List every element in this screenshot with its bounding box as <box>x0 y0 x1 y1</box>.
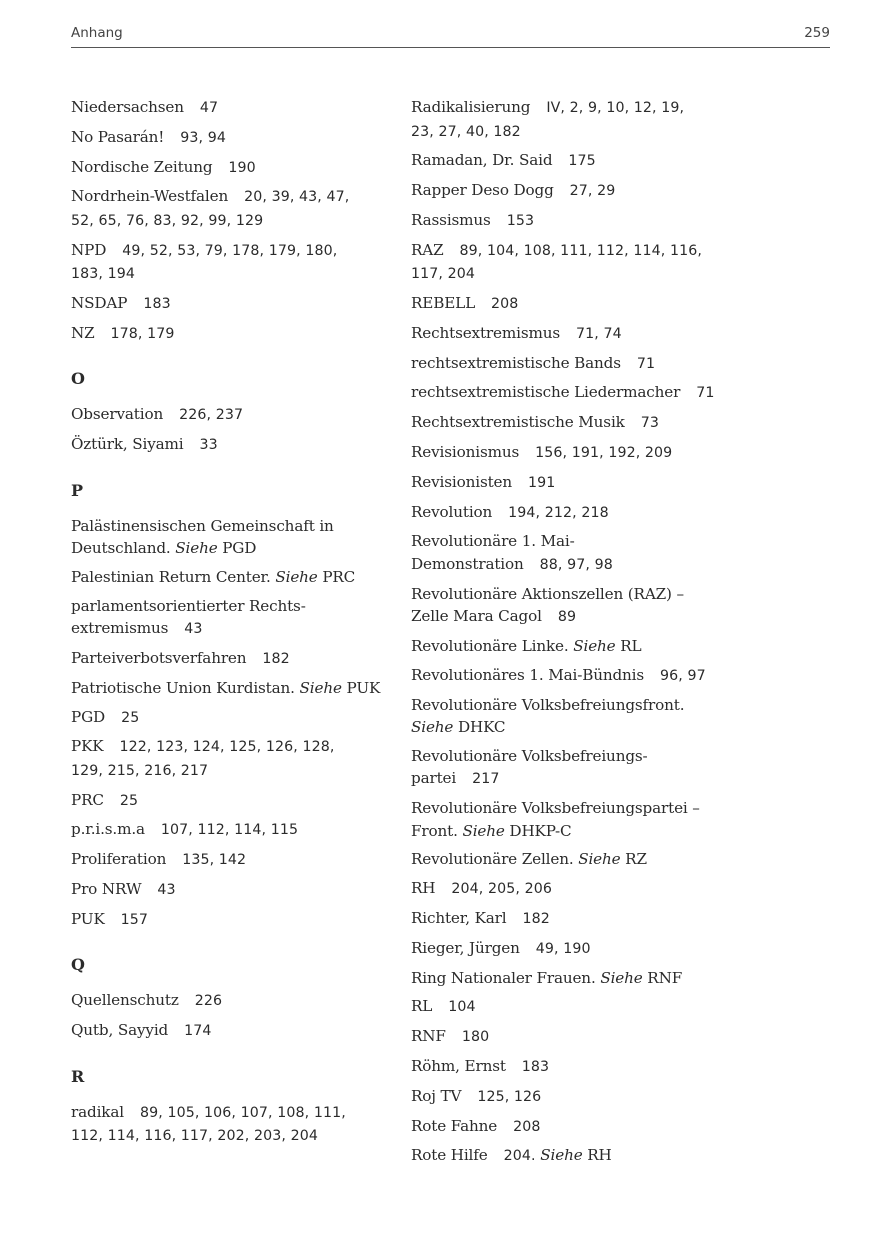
page-refs: 194, 212, 218 <box>508 504 609 521</box>
index-entry <box>71 908 391 932</box>
see-target: PUK <box>346 678 381 697</box>
index-entry <box>71 403 391 427</box>
page-refs: 43 <box>157 882 176 899</box>
page-refs-continued: 112, 114, 116, 117, 202, 203, 204 <box>71 1128 318 1145</box>
index-entry <box>71 515 391 560</box>
index-entry <box>411 1115 741 1139</box>
page-refs: 180 <box>461 1029 490 1046</box>
index-entry <box>411 1144 741 1168</box>
page-refs: 107, 112, 114, 115 <box>160 822 299 839</box>
see-target: RZ <box>625 850 647 869</box>
index-entry <box>411 877 741 901</box>
letter-heading: O <box>71 369 85 389</box>
index-term: Revolutionäre 1. Mai- <box>411 532 575 551</box>
index-term: Pro NRW <box>71 880 142 899</box>
index-entry <box>411 848 741 871</box>
section-title: Anhang <box>71 25 123 41</box>
page-refs: 204, 205, 206 <box>451 881 552 898</box>
index-entry <box>411 441 741 465</box>
page-refs: 208 <box>513 1118 541 1135</box>
page-refs: 47 <box>199 100 219 116</box>
see-reference: Siehe <box>411 718 454 737</box>
index-term: p.r.i.s.m.a <box>71 820 145 839</box>
index-term-continued: Deutschland. <box>71 539 171 558</box>
page-refs: 104 <box>448 999 476 1016</box>
index-term: Rassismus <box>411 210 491 229</box>
page-refs-continued: 129, 215, 216, 217 <box>71 762 209 779</box>
index-term: Röhm, Ernst <box>411 1057 506 1076</box>
running-header <box>71 24 830 48</box>
index-term: RL <box>411 997 433 1016</box>
index-term: RNF <box>411 1027 446 1046</box>
index-term: REBELL <box>411 293 476 312</box>
page-refs-continued: 117, 204 <box>411 266 475 283</box>
index-entry <box>71 322 391 346</box>
index-entry <box>411 352 741 376</box>
index-term: Öztürk, Siyami <box>71 435 184 454</box>
index-term: Revolutionäre Aktionszellen (RAZ) – <box>411 584 684 603</box>
index-entry <box>71 989 391 1013</box>
letter-heading: Q <box>71 955 85 975</box>
page-refs: 89, 105, 106, 107, 108, 111, <box>139 1104 346 1121</box>
index-term-continued: extremismus <box>71 619 169 638</box>
index-term: RAZ <box>411 240 444 259</box>
page-refs: 183 <box>521 1059 550 1076</box>
index-entry <box>71 878 391 902</box>
page-refs: 88, 97, 98 <box>539 556 613 573</box>
index-term: Revolutionäre Volksbefreiungs- <box>411 746 648 765</box>
index-term: Niedersachsen <box>71 98 184 116</box>
index-term: PUK <box>71 909 105 928</box>
index-term: Revolutionäre Linke. <box>411 636 569 655</box>
index-term: Rechtsextremismus <box>411 323 560 342</box>
see-target: PGD <box>222 539 257 558</box>
index-term: Nordrhein-Westfalen <box>71 187 229 206</box>
index-term: RH <box>411 879 436 898</box>
index-term-continued: Front. <box>411 821 458 840</box>
index-term: Proliferation <box>71 850 167 869</box>
page-refs: 178, 179 <box>110 325 175 342</box>
index-term: Richter, Karl <box>411 909 507 928</box>
page-refs: 89 <box>557 609 577 626</box>
index-term: Palästinensischen Gemeinschaft in <box>71 516 334 535</box>
index-term: Revolution <box>411 502 493 521</box>
index-term: Palestinian Return Center. <box>71 567 271 586</box>
page-refs: 190 <box>228 159 256 176</box>
index-entry <box>411 411 741 435</box>
index-entry <box>411 1025 741 1049</box>
index-entry <box>411 530 741 576</box>
index-entry <box>71 735 391 782</box>
index-entry <box>411 292 741 316</box>
page-refs-continued: 52, 65, 76, 83, 92, 99, 129 <box>71 212 264 229</box>
index-term: Parteiverbotsverfahren <box>71 648 247 667</box>
index-term: radikal <box>71 1102 124 1121</box>
index-term: rechtsextremistische Liedermacher <box>411 383 681 402</box>
page-refs: 191 <box>528 474 556 491</box>
index-term: NSDAP <box>71 293 128 312</box>
index-entry <box>411 797 741 842</box>
index-entry <box>411 907 741 931</box>
index-entry <box>71 239 391 286</box>
page-refs: 25 <box>121 709 140 726</box>
index-entry <box>71 789 391 813</box>
index-entry <box>71 677 391 700</box>
index-term: rechtsextremistische Bands <box>411 353 621 372</box>
index-term-continued: Zelle Mara Cagol <box>411 607 542 626</box>
index-term: Revolutionäre Zellen. <box>411 850 574 869</box>
page-refs: 175 <box>568 153 596 170</box>
page-refs: 174 <box>184 1023 212 1040</box>
index-term: parlamentsorientierter Rechts- <box>71 596 306 615</box>
index-entry <box>411 745 741 791</box>
page-refs: 204. <box>503 1148 536 1165</box>
page-refs: 125, 126 <box>477 1088 542 1105</box>
page-refs: 208 <box>491 295 519 312</box>
index-term: Quellenschutz <box>71 991 179 1010</box>
page-refs: 33 <box>199 437 218 454</box>
page-refs: 25 <box>119 792 139 809</box>
see-reference: Siehe <box>299 678 342 697</box>
index-term: Roj TV <box>411 1086 462 1105</box>
index-entry <box>71 706 391 730</box>
index-term: Qutb, Sayyid <box>71 1021 169 1040</box>
index-term: Observation <box>71 405 164 424</box>
page-number: 259 <box>804 25 830 41</box>
page-refs: 49, 190 <box>535 940 591 957</box>
index-column-right <box>411 96 741 1174</box>
page-refs: 153 <box>506 212 535 229</box>
index-entry <box>71 292 391 316</box>
page-refs: 156, 191, 192, 209 <box>535 444 673 461</box>
see-reference: Siehe <box>600 968 643 987</box>
index-term: PGD <box>71 707 106 726</box>
index-entry <box>411 322 741 346</box>
see-reference: Siehe <box>578 850 621 869</box>
page-refs: 217 <box>472 771 500 788</box>
index-entry <box>411 1055 741 1079</box>
index-term: NPD <box>71 240 107 259</box>
index-entry <box>71 647 391 671</box>
index-term: Revisionismus <box>411 442 520 461</box>
page-refs: 71 <box>696 385 715 402</box>
page-refs: 96, 97 <box>660 667 706 684</box>
index-entry <box>71 1019 391 1043</box>
index-term: Rote Hilfe <box>411 1146 488 1165</box>
page-refs: 49, 52, 53, 79, 178, 179, 180, <box>122 242 338 259</box>
index-term: Revolutionäre Volksbefreiungsfront. <box>411 695 685 714</box>
index-entry <box>411 149 741 173</box>
index-entry <box>411 967 741 990</box>
index-term: Rote Fahne <box>411 1116 498 1135</box>
index-entry <box>71 566 391 589</box>
page-refs: 93, 94 <box>180 129 226 146</box>
index-term: Nordische Zeitung <box>71 157 213 176</box>
index-term: Ramadan, Dr. Said <box>411 151 553 170</box>
page-refs: 43 <box>184 621 203 638</box>
index-entry <box>71 96 391 120</box>
index-entry <box>411 471 741 495</box>
index-entry <box>71 185 391 232</box>
page-refs: 20, 39, 43, 47, <box>244 189 350 206</box>
index-entry <box>71 1101 391 1148</box>
page-refs: 157 <box>120 911 149 928</box>
page-refs: 27, 29 <box>569 183 616 200</box>
page-refs: 71, 74 <box>576 325 622 342</box>
page-refs-continued: 183, 194 <box>71 266 135 283</box>
index-term: Revolutionäre Volksbefreiungspartei – <box>411 799 700 818</box>
index-entry <box>411 635 741 658</box>
index-term: Rechtsextremistische Musik <box>411 413 625 432</box>
see-target: RL <box>620 636 642 655</box>
index-entry <box>411 1085 741 1109</box>
index-entry <box>411 583 741 629</box>
see-reference: Siehe <box>275 567 318 586</box>
index-entry <box>71 433 391 457</box>
page-refs: 122, 123, 124, 125, 126, 128, <box>119 739 335 756</box>
index-entry <box>71 818 391 842</box>
index-entry <box>71 126 391 150</box>
see-target: RNF <box>647 968 683 987</box>
index-term-continued: Demonstration <box>411 554 524 573</box>
index-entry <box>411 694 741 739</box>
index-term: Patriotische Union Kurdistan. <box>71 678 295 697</box>
index-entry <box>411 96 741 143</box>
see-reference: Siehe <box>462 821 505 840</box>
index-entry <box>411 937 741 961</box>
index-entry <box>411 664 741 688</box>
page-refs: 182 <box>522 911 550 928</box>
page-refs: 135, 142 <box>182 852 247 869</box>
index-term: PKK <box>71 737 104 756</box>
index-entry <box>411 995 741 1019</box>
index-entry <box>411 239 741 286</box>
index-entry <box>71 156 391 180</box>
see-target: RH <box>587 1146 612 1165</box>
index-term: Rieger, Jürgen <box>411 938 520 957</box>
letter-heading: P <box>71 480 84 500</box>
see-reference: Siehe <box>540 1146 583 1165</box>
see-target: DHKC <box>457 718 506 737</box>
index-term: Ring Nationaler Frauen. <box>411 968 596 987</box>
index-column-left <box>71 96 391 1154</box>
page-refs: 71 <box>636 355 656 372</box>
see-reference: Siehe <box>175 539 218 558</box>
index-entry <box>411 501 741 525</box>
page-refs: 183 <box>143 295 171 312</box>
index-entry <box>411 179 741 203</box>
index-term-continued: partei <box>411 769 457 788</box>
page-refs: 182 <box>262 650 290 667</box>
page-refs: IV, 2, 9, 10, 12, 19, <box>546 100 685 116</box>
page-refs-continued: 23, 27, 40, 182 <box>411 123 521 140</box>
page-refs: 73 <box>640 415 659 432</box>
index-entry <box>71 848 391 872</box>
index-term: No Pasarán! <box>71 127 165 146</box>
see-target: PRC <box>322 567 356 586</box>
index-term: Revisionisten <box>411 472 513 491</box>
index-term: Revolutionäres 1. Mai-Bündnis <box>411 665 645 684</box>
index-entry <box>411 209 741 233</box>
index-entry <box>411 381 741 405</box>
see-reference: Siehe <box>573 636 616 655</box>
letter-heading: R <box>71 1066 85 1086</box>
index-entry <box>71 595 391 641</box>
see-target: DHKP-C <box>509 821 572 840</box>
index-term: PRC <box>71 790 104 809</box>
page-refs: 89, 104, 108, 111, 112, 114, 116, <box>459 242 702 259</box>
index-term: Radikalisierung <box>411 98 531 116</box>
page-refs: 226, 237 <box>179 407 244 424</box>
index-term: NZ <box>71 323 95 342</box>
index-term: Rapper Deso Dogg <box>411 181 554 200</box>
page-refs: 226 <box>194 993 223 1010</box>
